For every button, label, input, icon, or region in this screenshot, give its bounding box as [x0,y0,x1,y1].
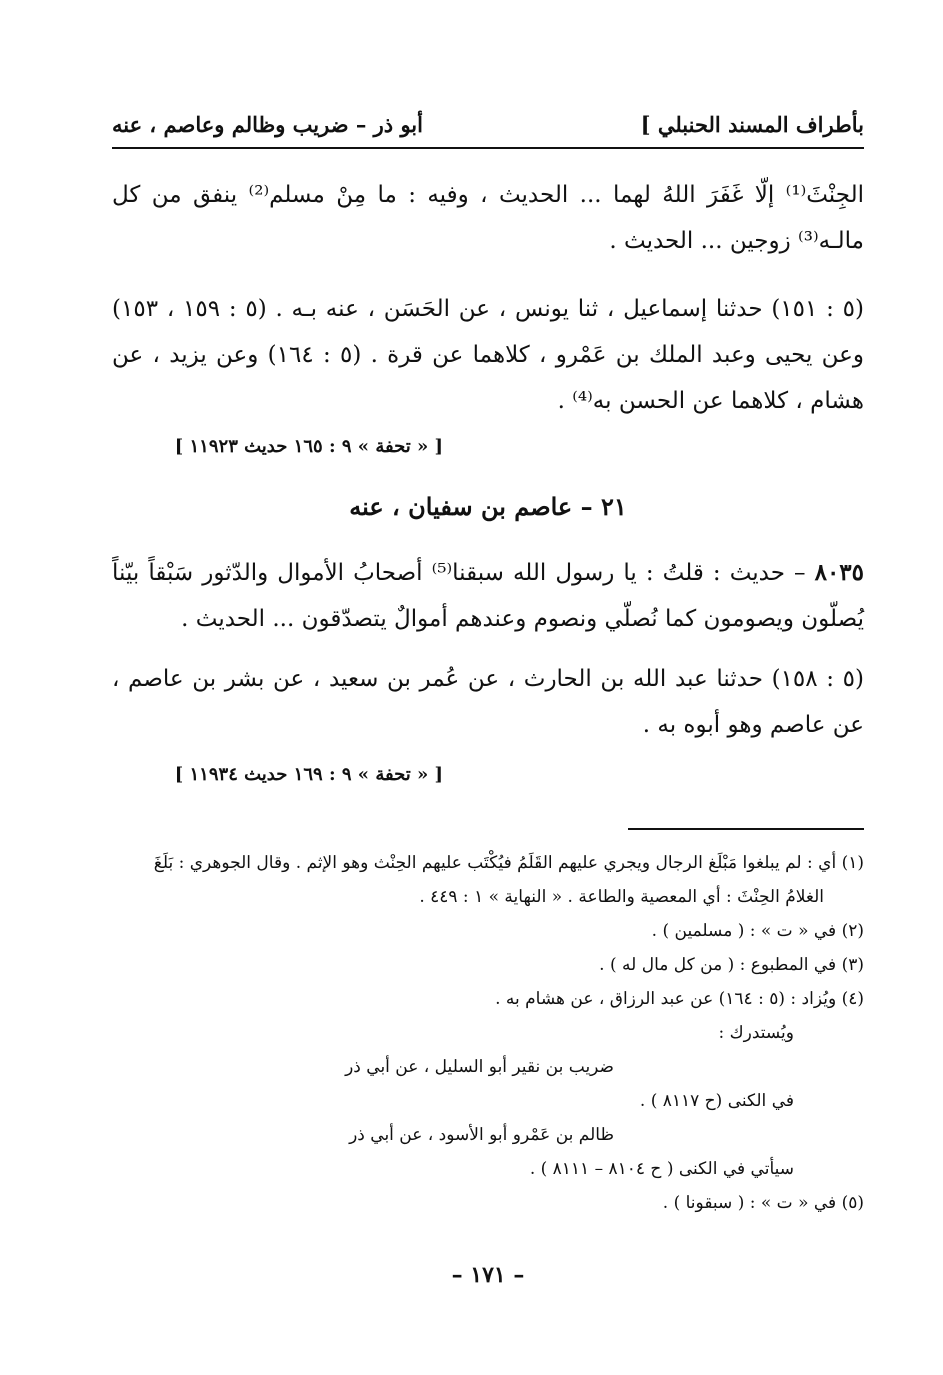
paragraph-1: الجِنْثَ⁽¹⁾ إلّا غَفَرَ اللهُ لهما ... الحديث ، وفيه : ما مِنْ مسلم⁽²⁾ ينفق من كل مالـه⁽³⁾ زوجين ... الحديث . [112,182,864,254]
paragraph-2: (٥ : ١٥١) حدثنا إسماعيل ، ثنا يونس ، عن الحَسَن ، عنه بـه . (٥ : ١٥٩ ، ١٥٣) وعن يحيى وعبد الملك بن عَمْرو ، كلاهما عن قرة . (٥ : ١٦٤) وعن يزيد ، عن هشام ، كلاهما عن الحسن به⁽⁴⁾ . [112,296,865,414]
footnote-4-line-2: ويُستدرك : [718,1023,794,1043]
footnote-3: (٣) في المطبوع : ( من كل مال له ) . [599,955,864,975]
page-number: – ١٧١ – [451,1262,525,1288]
section-title: ٢١ – عاصم بن سفيان ، عنه [349,492,627,521]
tuhfa-reference-1: [ « تحفة » ٩ : ١٦٥ حديث ١١٩٢٣ ] [174,436,443,457]
footnote-5: (٥) في « ت » : ( سبقونا ) . [662,1193,864,1213]
hadith-text: – حديث : قلتُ : يا رسول الله سبقنا⁽⁵⁾ أصحابُ الأموال والدّثور سَبْقاً بيّناً يُصلّون ويصومون كما نُصلّي ونصوم وعندهم أموالٌ يتصدّقون ... الحديث . [112,560,864,632]
paragraph-4: (٥ : ١٥٨) حدثنا عبد الله بن الحارث ، عن عُمر بن سعيد ، عن بشر بن عاصم ، عن عاصم وهو أبوه به . [112,666,864,738]
footnote-4-line-5: ظالم بن عَمْرو أبو الأسود ، عن أبي ذر [349,1125,614,1145]
footnote-4-line-1: (٤) ويُزاد : (٥ : ١٦٤) عن عبد الرزاق ، عن هشام به . [495,989,864,1009]
footnote-4-line-3: ضريب بن نقير أبو السليل ، عن أبي ذر [345,1057,614,1077]
footnotes [112,846,864,1220]
footnote-1-line-2: الغلامُ الحِنْثَ : أي المعصية والطاعة . « النهاية » ١ : ٤٤٩ . [419,887,824,907]
header-rule [112,147,864,149]
paragraph-3 [112,550,864,642]
footnote-rule [628,828,864,830]
chapter-head: أبو ذر – ضريب وظالم وعاصم ، عنه [112,112,423,137]
book-title-head: بأطراف المسند الحنبلي ] [640,112,864,137]
running-head [112,106,864,144]
tuhfa-reference-2: [ « تحفة » ٩ : ١٦٩ حديث ١١٩٣٤ ] [174,764,443,785]
footnote-4-line-4: في الكنى (ح ٨١١٧ ) . [639,1091,794,1111]
hadith-number: ٨٠٣٥ [814,559,865,586]
footnote-4-line-6: سيأتي في الكنى ( ح ٨١٠٤ – ٨١١١ ) . [529,1159,794,1179]
footnote-1-line-1: (١) أي : لم يبلغوا مَبْلَغ الرجال ويجري عليهم القَلَمُ فيُكْتَب عليهم الحِنْث وهو الإثم . وقال الجوهري : بَلَغَ [153,853,864,873]
footnote-2: (٢) في « ت » : ( مسلمين ) . [651,921,864,941]
